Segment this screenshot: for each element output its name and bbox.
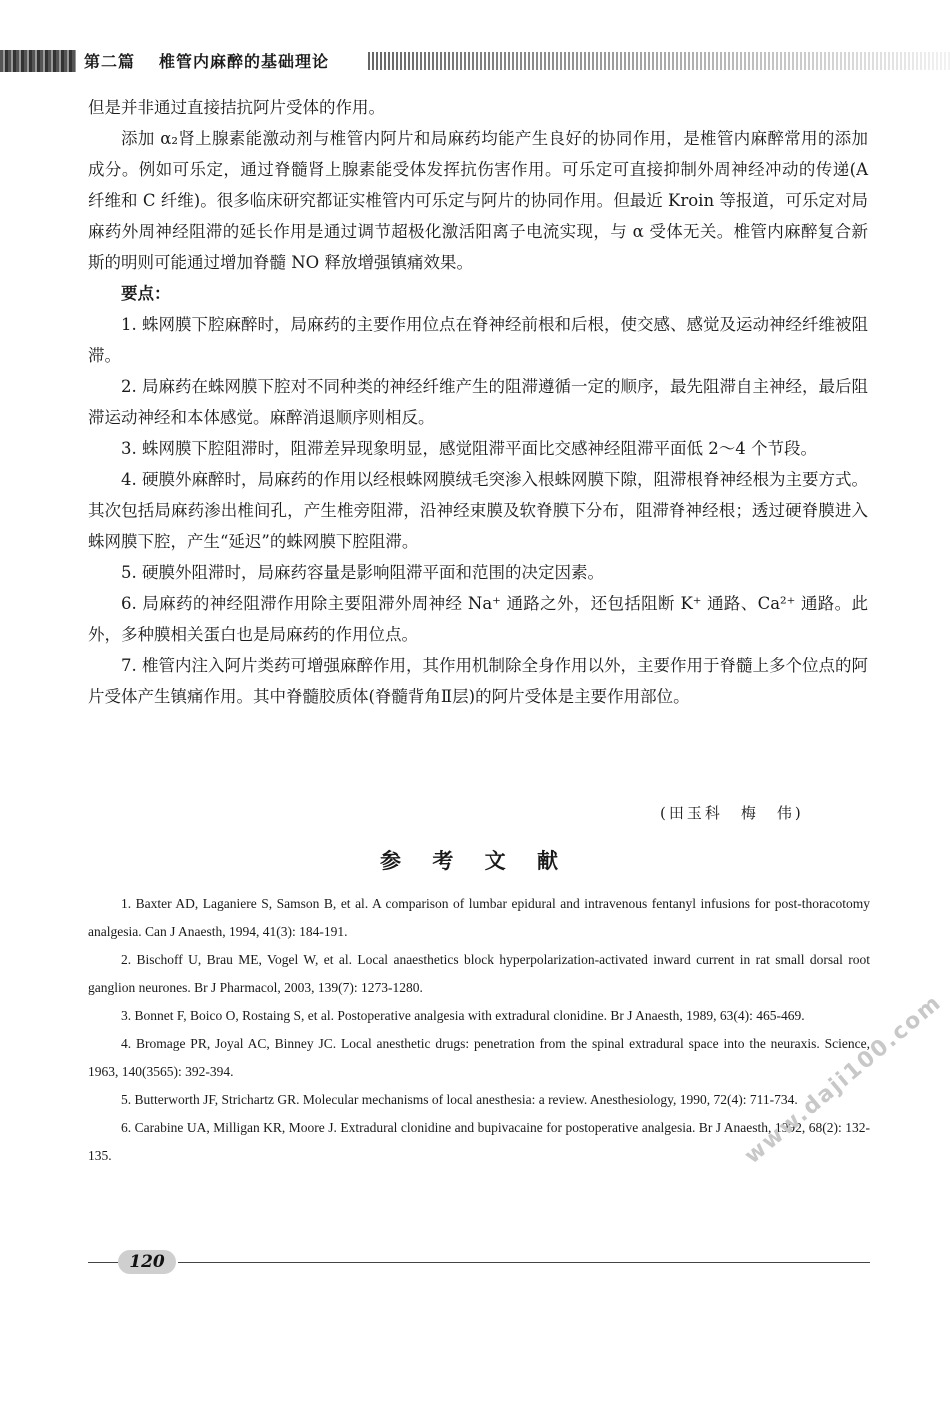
- running-header: [0, 46, 950, 76]
- reference-item: 3. Bonnet F, Boico O, Rostaing S, et al. Postoperative analgesia with extradural clonidine. Br J Anaesth, 1989, 63(4): 465-469.: [121, 1008, 805, 1023]
- header-title: 椎管内麻醉的基础理论: [159, 52, 330, 71]
- paragraph: 添加 α₂肾上腺素能激动剂与椎管内阿片和局麻药均能产生良好的协同作用，是椎管内麻醉常用的添加成分。例如可乐定，通过脊髓肾上腺素能受体发挥抗伤害作用。可乐定可直接抑制外周神经冲动的传递(A 纤维和 C 纤维)。很多临床研究都证实椎管内可乐定与阿片的协同作用。但最近 Kroin 等报道，可乐定对局麻药外周神经阻滞的延长作用是通过调节超极化激活阳离子电流实现，与 α 受体无关。椎管内麻醉复合新斯的明则可能通过增加脊髓 NO 释放增强镇痛效果。: [88, 129, 868, 272]
- key-point: 2. 局麻药在蛛网膜下腔对不同种类的神经纤维产生的阻滞遵循一定的顺序，最先阻滞自主神经，最后阻滞运动神经和本体感觉。麻醉消退顺序则相反。: [88, 377, 868, 427]
- reference-item: 1. Baxter AD, Laganiere S, Samson B, et al. A comparison of lumbar epidural and intravenous fentanyl infusions for post-thoracotomy analgesia. Can J Anaesth, 1994, 41(3): 184-191.: [88, 896, 870, 939]
- page-number: 120: [118, 1250, 176, 1274]
- footer-rule-left: [88, 1262, 118, 1263]
- reference-item: 4. Bromage PR, Joyal AC, Binney JC. Local anesthetic drugs: penetration from the spinal extradural space into the neuraxis. Science, 1963, 140(3565): 392-394.: [88, 1036, 870, 1079]
- references-list: [88, 890, 870, 1170]
- key-points-heading: 要点：: [121, 284, 171, 303]
- references-title: 参 考 文 献: [380, 849, 570, 873]
- reference-item: 6. Carabine UA, Milligan KR, Moore J. Extradural clonidine and bupivacaine for postoperative analgesia. Br J Anaesth, 1992, 68(2): 132-135.: [88, 1120, 870, 1163]
- key-point: 1. 蛛网膜下腔麻醉时，局麻药的主要作用位点在脊神经前根和后根，使交感、感觉及运动神经纤维被阻滞。: [88, 315, 868, 365]
- key-point: 5. 硬膜外阻滞时，局麻药容量是影响阻滞平面和范围的决定因素。: [121, 563, 604, 582]
- key-point: 3. 蛛网膜下腔阻滞时，阻滞差异现象明显，感觉阻滞平面比交感神经阻滞平面低 2～4 个节段。: [121, 439, 817, 458]
- watermark: www.daji100.com: [740, 989, 947, 1170]
- body-text: [88, 92, 868, 712]
- header-decoration: [0, 50, 76, 72]
- author-signature: (田玉科 梅 伟): [660, 804, 804, 822]
- key-point: 6. 局麻药的神经阻滞作用除主要阻滞外周神经 Na⁺ 通路之外，还包括阻断 K⁺ 通路、Ca²⁺ 通路。此外，多种膜相关蛋白也是局麻药的作用位点。: [88, 594, 868, 644]
- key-point: 4. 硬膜外麻醉时，局麻药的作用以经根蛛网膜绒毛突渗入根蛛网膜下隙，阻滞根脊神经根为主要方式。其次包括局麻药渗出椎间孔，产生椎旁阻滞，沿神经束膜及软脊膜下分布，阻滞脊神经根；透过硬脊膜进入蛛网膜下腔，产生“延迟”的蛛网膜下腔阻滞。: [88, 470, 868, 551]
- paragraph: 但是并非通过直接拮抗阿片受体的作用。: [88, 98, 385, 117]
- key-point: 7. 椎管内注入阿片类药可增强麻醉作用，其作用机制除全身作用以外，主要作用于脊髓上多个位点的阿片受体产生镇痛作用。其中脊髓胶质体(脊髓背角Ⅱ层)的阿片受体是主要作用部位。: [88, 656, 868, 706]
- header-text: [84, 49, 329, 72]
- reference-item: 5. Butterworth JF, Strichartz GR. Molecular mechanisms of local anesthesia: a review. Anesthesiology, 1990, 72(4): 711-734.: [121, 1092, 798, 1107]
- reference-item: 2. Bischoff U, Brau ME, Vogel W, et al. Local anaesthetics block hyperpolarization-activated inward current in rat small dorsal root ganglion neurones. Br J Pharmacol, 2003, 139(7): 1273-1280.: [88, 952, 870, 995]
- header-fade-bar: [368, 52, 950, 70]
- header-part: 第二篇: [84, 52, 136, 71]
- footer-rule-right: [178, 1262, 870, 1263]
